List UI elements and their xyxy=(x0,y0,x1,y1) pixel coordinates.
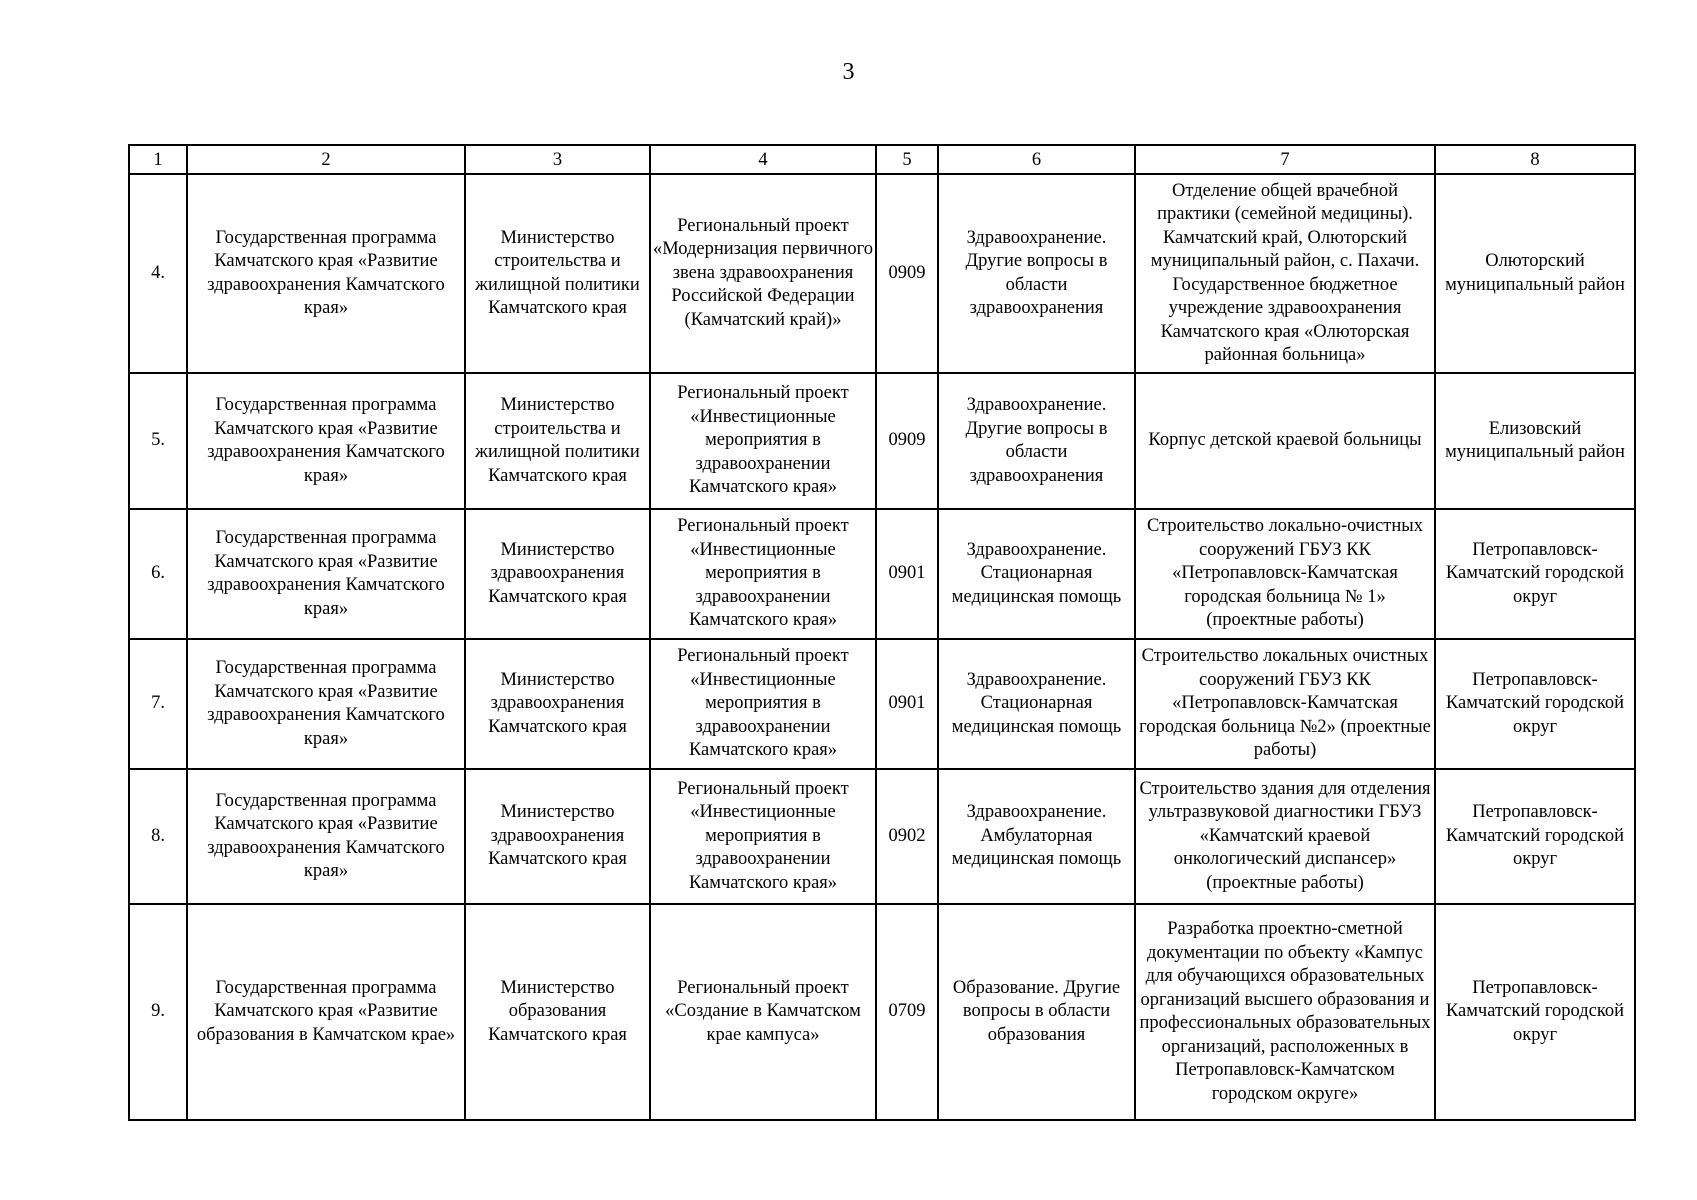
code-cell: 0909 xyxy=(876,373,938,509)
ministry-cell: Министерство строительства и жилищной политики Камчатского края xyxy=(465,174,650,373)
row-number: 8. xyxy=(129,769,187,904)
section-cell: Здравоохранение. Стационарная медицинская помощь xyxy=(938,509,1135,639)
code-cell: 0901 xyxy=(876,639,938,769)
project-cell: Региональный проект «Инвестиционные мероприятия в здравоохранении Камчатского края» xyxy=(650,509,876,639)
object-cell: Строительство локальных очистных сооружений ГБУЗ КК «Петропавловск-Камчатская городская больница №2» (проектные работы) xyxy=(1135,639,1435,769)
row-number: 9. xyxy=(129,904,187,1120)
project-cell: Региональный проект «Инвестиционные мероприятия в здравоохранении Камчатского края» xyxy=(650,769,876,904)
column-number: 1 xyxy=(129,145,187,174)
code-cell: 0902 xyxy=(876,769,938,904)
district-cell: Петропавловск-Камчатский городской округ xyxy=(1435,769,1635,904)
column-number: 7 xyxy=(1135,145,1435,174)
table-row xyxy=(129,639,1635,769)
section-cell: Здравоохранение. Стационарная медицинская помощь xyxy=(938,639,1135,769)
page-number: 3 xyxy=(842,59,855,85)
program-cell: Государственная программа Камчатского края «Развитие здравоохранения Камчатского края» xyxy=(187,509,465,639)
ministry-cell: Министерство строительства и жилищной политики Камчатского края xyxy=(465,373,650,509)
row-number: 7. xyxy=(129,639,187,769)
section-cell: Образование. Другие вопросы в области образования xyxy=(938,904,1135,1120)
column-number: 5 xyxy=(876,145,938,174)
section-cell: Здравоохранение. Другие вопросы в области здравоохранения xyxy=(938,174,1135,373)
object-cell: Строительство локально-очистных сооружений ГБУЗ КК «Петропавловск-Камчатская городская больница № 1» (проектные работы) xyxy=(1135,509,1435,639)
column-number: 6 xyxy=(938,145,1135,174)
code-cell: 0909 xyxy=(876,174,938,373)
program-cell: Государственная программа Камчатского края «Развитие здравоохранения Камчатского края» xyxy=(187,769,465,904)
column-number: 3 xyxy=(465,145,650,174)
program-cell: Государственная программа Камчатского края «Развитие образования в Камчатском крае» xyxy=(187,904,465,1120)
column-number: 4 xyxy=(650,145,876,174)
project-cell: Региональный проект «Создание в Камчатском крае кампуса» xyxy=(650,904,876,1120)
object-cell: Корпус детской краевой больницы xyxy=(1135,373,1435,509)
program-cell: Государственная программа Камчатского края «Развитие здравоохранения Камчатского края» xyxy=(187,639,465,769)
column-number-row xyxy=(129,145,1635,174)
object-cell: Разработка проектно-сметной документации по объекту «Кампус для обучающихся образовательных организаций высшего образования и профессиональных образовательных организаций, расположенных в Петропавловск-Камчатском городском округе» xyxy=(1135,904,1435,1120)
district-cell: Петропавловск-Камчатский городской округ xyxy=(1435,639,1635,769)
table-row xyxy=(129,769,1635,904)
row-number: 4. xyxy=(129,174,187,373)
code-cell: 0709 xyxy=(876,904,938,1120)
ministry-cell: Министерство образования Камчатского края xyxy=(465,904,650,1120)
column-number: 2 xyxy=(187,145,465,174)
project-cell: Региональный проект «Модернизация первичного звена здравоохранения Российской Федерации (Камчатский край)» xyxy=(650,174,876,373)
ministry-cell: Министерство здравоохранения Камчатского края xyxy=(465,509,650,639)
project-cell: Региональный проект «Инвестиционные мероприятия в здравоохранении Камчатского края» xyxy=(650,373,876,509)
ministry-cell: Министерство здравоохранения Камчатского края xyxy=(465,639,650,769)
object-cell: Строительство здания для отделения ультразвуковой диагностики ГБУЗ «Камчатский краевой онкологический диспансер» (проектные работы) xyxy=(1135,769,1435,904)
district-cell: Елизовский муниципальный район xyxy=(1435,373,1635,509)
row-number: 5. xyxy=(129,373,187,509)
program-cell: Государственная программа Камчатского края «Развитие здравоохранения Камчатского края» xyxy=(187,373,465,509)
column-number: 8 xyxy=(1435,145,1635,174)
program-cell: Государственная программа Камчатского края «Развитие здравоохранения Камчатского края» xyxy=(187,174,465,373)
object-cell: Отделение общей врачебной практики (семейной медицины). Камчатский край, Олюторский муниципальный район, с. Пахачи. Государственное бюджетное учреждение здравоохранения Камчатского края «Олюторская районная больница» xyxy=(1135,174,1435,373)
table-row xyxy=(129,509,1635,639)
objects-table xyxy=(128,144,1636,1121)
project-cell: Региональный проект «Инвестиционные мероприятия в здравоохранении Камчатского края» xyxy=(650,639,876,769)
district-cell: Олюторский муниципальный район xyxy=(1435,174,1635,373)
ministry-cell: Министерство здравоохранения Камчатского края xyxy=(465,769,650,904)
table-row xyxy=(129,174,1635,373)
code-cell: 0901 xyxy=(876,509,938,639)
row-number: 6. xyxy=(129,509,187,639)
district-cell: Петропавловск-Камчатский городской округ xyxy=(1435,509,1635,639)
table-row xyxy=(129,904,1635,1120)
district-cell: Петропавловск-Камчатский городской округ xyxy=(1435,904,1635,1120)
section-cell: Здравоохранение. Другие вопросы в области здравоохранения xyxy=(938,373,1135,509)
table-row xyxy=(129,373,1635,509)
section-cell: Здравоохранение. Амбулаторная медицинская помощь xyxy=(938,769,1135,904)
